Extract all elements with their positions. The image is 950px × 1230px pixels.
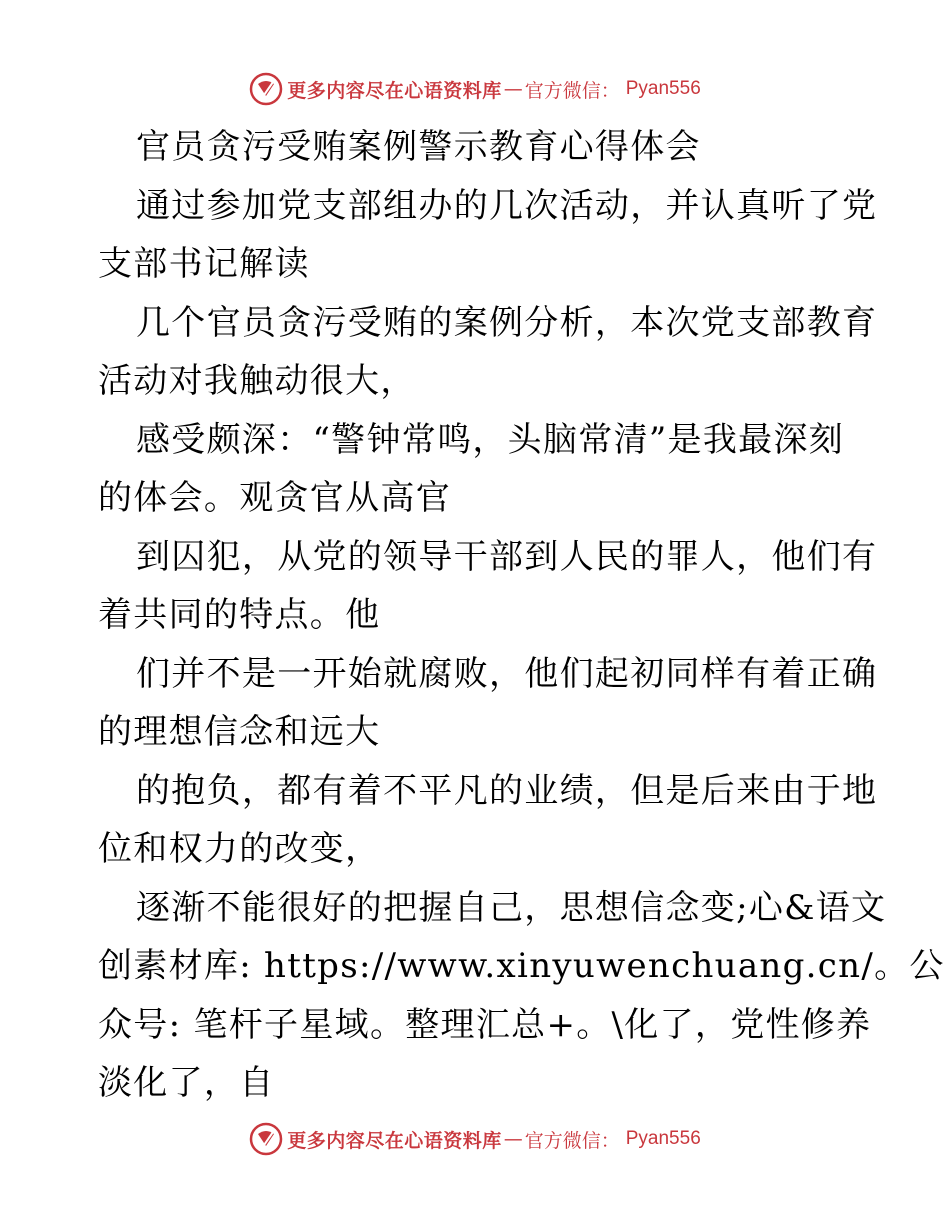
paragraph-line: 的体会。观贪官从高官 [98, 478, 451, 518]
paragraph-line: 着共同的特点。他 [98, 595, 381, 635]
banner-wechat-id: Pyan556 [625, 1128, 701, 1149]
paragraph-line: 众号: 笔杆子星域。整理汇总+。\化了，党性修养 [98, 1004, 872, 1045]
banner-separator: — [503, 78, 523, 100]
paragraph-line: 淡化了，自 [98, 1063, 275, 1103]
library-logo-icon [249, 72, 283, 106]
paragraph-line: 位和权力的改变， [98, 829, 381, 869]
banner-wechat-label: 官方微信： [524, 1129, 620, 1152]
paragraph-line: 的抱负，都有着不平凡的业绩，但是后来由于地 [136, 770, 878, 811]
document-body [98, 118, 945, 1113]
footer-watermark [0, 1122, 950, 1156]
library-logo-icon [249, 1122, 283, 1156]
banner-wechat-id: Pyan556 [625, 78, 701, 99]
paragraph-line: 通过参加党支部组办的几次活动，并认真听了党 [136, 185, 878, 226]
document-title: 官员贪污受贿案例警示教育心得体会 [136, 127, 701, 167]
paragraph-line: 们并不是一开始就腐败，他们起初同样有着正确 [136, 653, 878, 694]
paragraph-line: 逐渐不能很好的把握自己，思想信念变;心&语文 [136, 887, 887, 928]
paragraph-line-with-url: 创素材库: https://www.xinyuwenchuang.cn/。公 [98, 946, 945, 986]
paragraph-line: 支部书记解读 [98, 244, 310, 284]
paragraph-line: 几个官员贪污受贿的案例分析，本次党支部教育 [136, 302, 878, 343]
paragraph-line: 到囚犯，从党的领导干部到人民的罪人，他们有 [136, 536, 878, 577]
paragraph-line: 活动对我触动很大， [98, 361, 416, 401]
paragraph-line: 的理想信念和远大 [98, 712, 381, 752]
banner-wechat-label: 官方微信： [524, 79, 620, 102]
banner-brand-text: 更多内容尽在心语资料库 [287, 1129, 502, 1152]
banner-brand-text: 更多内容尽在心语资料库 [287, 79, 502, 102]
banner-separator: — [503, 1128, 523, 1150]
paragraph-line: 感受颇深：“警钟常鸣，头脑常清”是我最深刻 [136, 419, 845, 460]
header-watermark [0, 72, 950, 106]
